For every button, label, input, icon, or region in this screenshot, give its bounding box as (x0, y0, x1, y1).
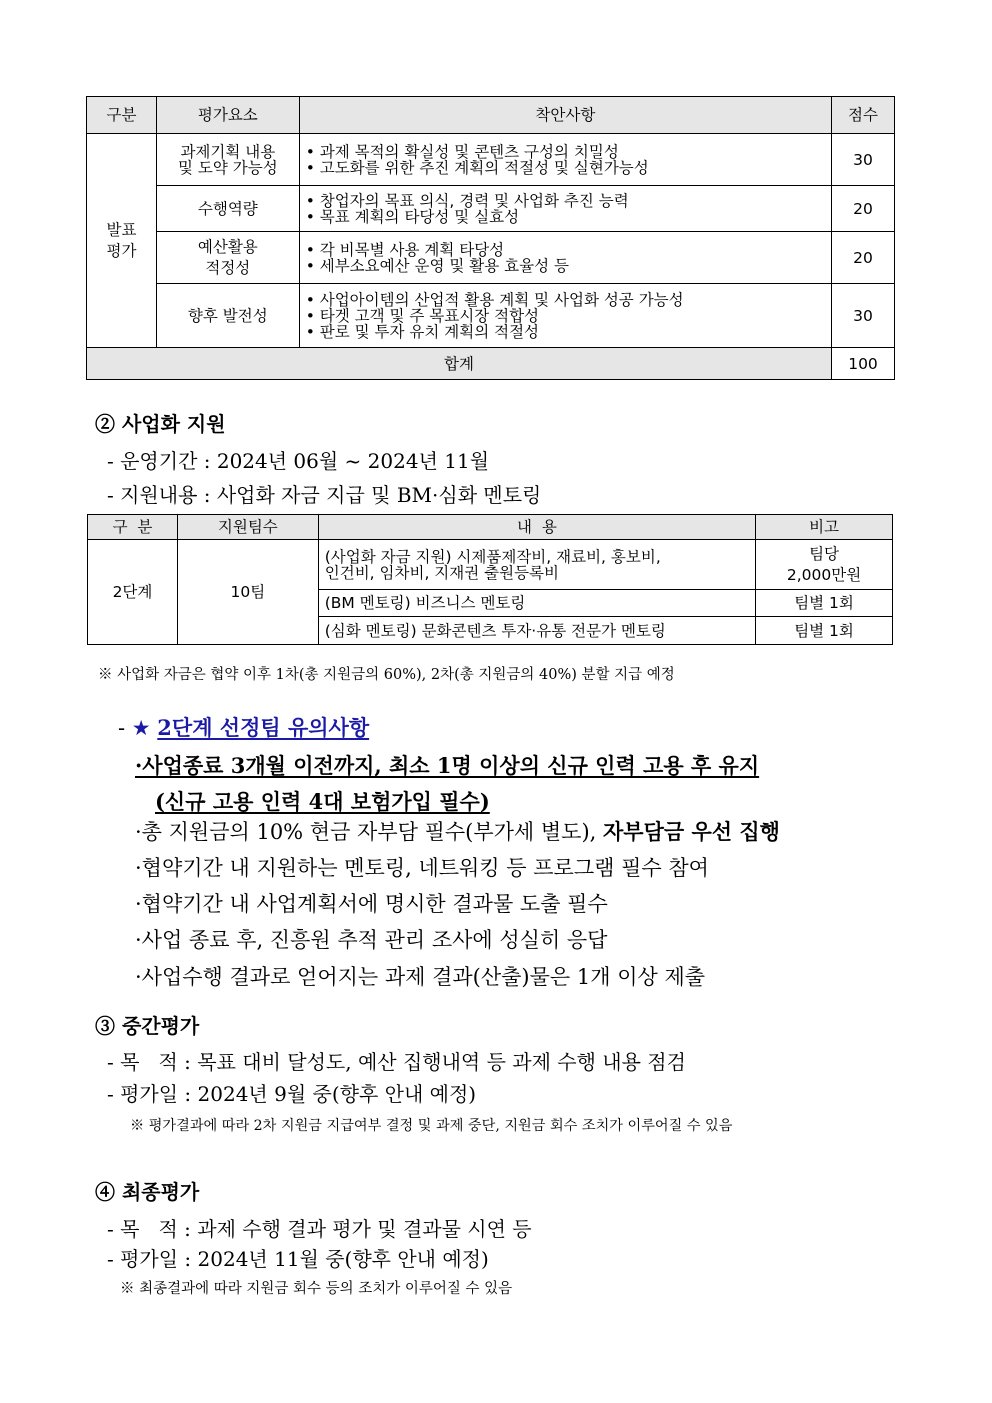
support-table (87, 514, 893, 645)
teams-cell: 10팀 (177, 540, 318, 645)
evaluation-table (86, 96, 895, 380)
content-cell: (심화 멘토링) 문화콘텐츠 투자·유통 전문가 멘토링 (318, 617, 755, 645)
criteria-item: • 목표 계획의 타당성 및 실효성 (306, 209, 825, 225)
total-score: 100 (832, 348, 895, 380)
content-cell: (사업화 자금 지원) 시제품제작비, 재료비, 홍보비, 인건비, 임차비, 지재권 출원등록비 (318, 540, 755, 590)
section3-date: - 평가일 : 2024년 9월 중(향후 안내 예정) (107, 1082, 477, 1106)
element-cell: 과제기획 내용 및 도약 가능성 (156, 134, 299, 186)
criteria-cell (299, 284, 831, 348)
element-cell: 예산활용 적정성 (156, 232, 299, 284)
criteria-item: • 타겟 고객 및 주 목표시장 적합성 (306, 308, 825, 324)
header-division: 구 분 (88, 515, 178, 540)
criteria-item: • 창업자의 목표 의식, 경력 및 사업화 추진 능력 (306, 193, 825, 209)
notice-item-3: ·협약기간 내 지원하는 멘토링, 네트워킹 등 프로그램 필수 참여 (135, 856, 709, 880)
section2-period: - 운영기간 : 2024년 06월 ~ 2024년 11월 (107, 449, 490, 473)
notice-item-6: ·사업수행 결과로 얻어지는 과제 결과(산출)물은 1개 이상 제출 (135, 965, 706, 989)
total-label: 합계 (87, 348, 832, 380)
note-cell: 팀당 2,000만원 (756, 540, 893, 590)
notice-title: 2단계 선정팀 유의사항 (157, 715, 370, 740)
table-row (87, 284, 895, 348)
criteria-item: • 각 비목별 사용 계획 타당성 (306, 242, 825, 258)
section2-content: - 지원내용 : 사업화 자금 지급 및 BM·심화 멘토링 (107, 483, 542, 507)
header-teams: 지원팀수 (177, 515, 318, 540)
table-row (87, 134, 895, 186)
notice-item-2 (135, 816, 780, 846)
criteria-cell (299, 232, 831, 284)
table2-footnote: ※ 사업화 자금은 협약 이후 1차(총 지원금의 60%), 2차(총 지원금의 40%) 분할 지급 예정 (98, 667, 675, 683)
score-cell: 30 (832, 134, 895, 186)
score-cell: 20 (832, 186, 895, 232)
section2-title: ② 사업화 지원 (95, 412, 226, 436)
criteria-item: • 사업아이템의 산업적 활용 계획 및 사업화 성공 가능성 (306, 292, 825, 308)
element-cell: 향후 발전성 (156, 284, 299, 348)
header-score: 점수 (832, 97, 895, 134)
content-cell: (BM 멘토링) 비즈니스 멘토링 (318, 590, 755, 617)
notice-item-2-bold: 자부담금 우선 집행 (603, 819, 780, 844)
header-content: 내 용 (318, 515, 755, 540)
table-row (88, 540, 893, 590)
table-row (87, 186, 895, 232)
notice-item-1-cont: (신규 고용 인력 4대 보험가입 필수) (155, 789, 490, 814)
score-cell: 20 (832, 232, 895, 284)
notice-item-4: ·협약기간 내 사업계획서에 명시한 결과물 도출 필수 (135, 892, 608, 916)
total-row (87, 348, 895, 380)
element-cell: 수행역량 (156, 186, 299, 232)
section3-title: ③ 중간평가 (95, 1014, 200, 1038)
section4-title: ④ 최종평가 (95, 1180, 200, 1204)
section3-note: ※ 평가결과에 따라 2차 지원금 지급여부 결정 및 과제 중단, 지원금 회수 조치가 이루어질 수 있음 (130, 1118, 733, 1134)
section4-date: - 평가일 : 2024년 11월 중(향후 안내 예정) (107, 1247, 489, 1271)
criteria-cell (299, 134, 831, 186)
criteria-item: • 판로 및 투자 유치 계획의 적절성 (306, 324, 825, 340)
table-row (87, 232, 895, 284)
star-icon: ★ (131, 716, 151, 740)
stage-cell: 2단계 (88, 540, 178, 645)
header-element: 평가요소 (156, 97, 299, 134)
notice-item-5: ·사업 종료 후, 진흥원 추적 관리 조사에 성실히 응답 (135, 928, 608, 952)
notice-item-2-text: ·총 지원금의 10% 현금 자부담 필수(부가세 별도), (135, 820, 603, 844)
criteria-item: • 세부소요예산 운영 및 활용 효율성 등 (306, 258, 825, 274)
header-category: 구분 (87, 97, 157, 134)
section4-note: ※ 최종결과에 따라 지원금 회수 등의 조치가 이루어질 수 있음 (120, 1281, 513, 1297)
header-note: 비고 (756, 515, 893, 540)
criteria-item: • 과제 목적의 확실성 및 콘텐츠 구성의 치밀성 (306, 144, 825, 160)
score-cell: 30 (832, 284, 895, 348)
criteria-cell (299, 186, 831, 232)
section4-purpose: - 목 적 : 과제 수행 결과 평가 및 결과물 시연 등 (107, 1217, 532, 1241)
notice-title-line (118, 712, 369, 742)
notice-item-1: ·사업종료 3개월 이전까지, 최소 1명 이상의 신규 인력 고용 후 유지 (135, 753, 760, 778)
notice-dash: - (118, 716, 132, 740)
category-cell: 발표 평가 (87, 134, 157, 348)
note-cell: 팀별 1회 (756, 590, 893, 617)
section3-purpose: - 목 적 : 목표 대비 달성도, 예산 집행내역 등 과제 수행 내용 점검 (107, 1050, 686, 1074)
header-criteria: 착안사항 (299, 97, 831, 134)
criteria-item: • 고도화를 위한 추진 계획의 적절성 및 실현가능성 (306, 160, 825, 176)
note-cell: 팀별 1회 (756, 617, 893, 645)
